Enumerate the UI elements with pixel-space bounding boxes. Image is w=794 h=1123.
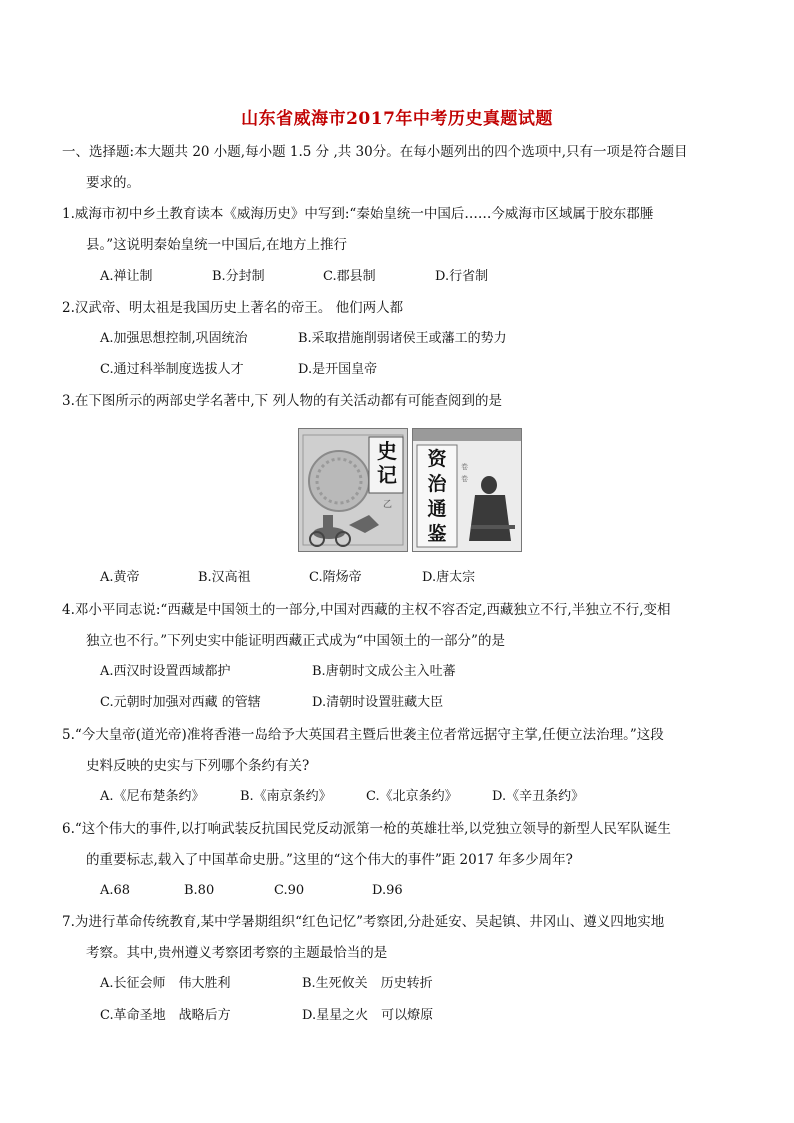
option-a: A.68	[100, 883, 131, 898]
section-instruction-cont: 要求的。	[86, 175, 140, 191]
option-a: A.加强思想控制,巩固统治	[100, 331, 248, 346]
option-b: B.生死攸关 历史转折	[302, 976, 433, 991]
option-d: D.96	[372, 883, 403, 898]
option-c: C.革命圣地 战略后方	[100, 1008, 231, 1023]
option-d: D.唐太宗	[422, 570, 476, 585]
zizhi-tongjian-book-cover	[412, 428, 522, 552]
option-c: C.《北京条约》	[366, 789, 458, 804]
question-text: 4.邓小平同志说:“西藏是中国领土的一部分,中国对西藏的主权不容否定,西藏独立不行,半独立不行,变相	[62, 602, 671, 618]
option-c: C.郡县制	[323, 269, 376, 284]
option-b: B.80	[184, 883, 215, 898]
svg-text:卷: 卷	[461, 463, 468, 471]
option-d: D.《辛丑条约》	[492, 789, 585, 804]
question-text: 的重要标志,载入了中国革命史册。”这里的“这个伟大的事件”距 2017 年多少周年?	[86, 852, 573, 868]
section-instruction: 一、选择题:本大题共 20 小题,每小题 1.5 分 ,共 30分。在每小题列出的四个选项中,只有一项是符合题目	[62, 144, 688, 160]
option-b: B.《南京条约》	[240, 789, 332, 804]
option-d: D.星星之火 可以燎原	[302, 1008, 434, 1023]
option-a: A.禅让制	[100, 269, 153, 284]
question-text: 独立也不行。”下列史实中能证明西藏正式成为“中国领土的一部分”的是	[86, 633, 505, 649]
shiji-book-cover	[298, 428, 408, 552]
option-c: C.通过科举制度选拔人才	[100, 362, 244, 377]
question-text: 1.威海市初中乡土教育读本《威海历史》中写到:“秦始皇统一中国后……今威海市区域属于胶东郡腄	[62, 206, 654, 222]
option-b: B.采取措施削弱诸侯王或藩工的势力	[298, 331, 507, 346]
svg-text:乙: 乙	[383, 500, 393, 510]
question-text: 6.“这个伟大的事件,以打响武装反抗国民党反动派第一枪的英雄壮举,以党独立领导的新型人民军队诞生	[62, 821, 671, 837]
option-b: B.分封制	[212, 269, 265, 284]
option-d: D.是开国皇帝	[298, 362, 378, 377]
page-title: 山东省威海市2017年中考历史真题试题	[241, 109, 553, 129]
option-a: A.长征会师 伟大胜利	[100, 976, 231, 991]
option-a: A.西汉时设置西域都护	[100, 664, 231, 679]
zizhi-title: 资治通鉴	[427, 448, 447, 545]
option-b: B.汉高祖	[198, 570, 251, 585]
question-text: 5.“今大皇帝(道光帝)准将香港一岛给予大英国君主暨后世袭主位者常远据守主掌,任便立法治理。”这段	[62, 727, 664, 743]
svg-text:卷: 卷	[461, 475, 468, 483]
history-books-figure	[298, 428, 522, 552]
question-text: 史料反映的史实与下列哪个条约有关?	[86, 758, 310, 774]
option-c: C.隋炀帝	[309, 570, 362, 585]
option-b: B.唐朝时文成公主入吐蕃	[312, 664, 456, 679]
question-text: 3.在下图所示的两部史学名著中,下 列人物的有关活动都有可能查阅到的是	[62, 393, 502, 409]
question-text: 7.为进行革命传统教育,某中学暑期组织“红色记忆”考察团,分赴延安、吴起镇、井冈山、遵义四地实地	[62, 914, 665, 930]
option-d: D.清朝时设置驻藏大臣	[312, 695, 444, 710]
question-text: 县。”这说明秦始皇统一中国后,在地方上推行	[86, 237, 347, 253]
option-d: D.行省制	[435, 269, 489, 284]
shiji-title: 史记	[377, 439, 397, 487]
option-c: C.90	[274, 883, 305, 898]
option-c: C.元朝时加强对西藏 的管辖	[100, 695, 261, 710]
question-text: 2.汉武帝、明太祖是我国历史上著名的帝王。 他们两人都	[62, 300, 404, 316]
question-text: 考察。其中,贵州遵义考察团考察的主题最恰当的是	[86, 945, 388, 961]
option-a: A.黄帝	[100, 570, 140, 585]
option-a: A.《尼布楚条约》	[100, 789, 205, 804]
